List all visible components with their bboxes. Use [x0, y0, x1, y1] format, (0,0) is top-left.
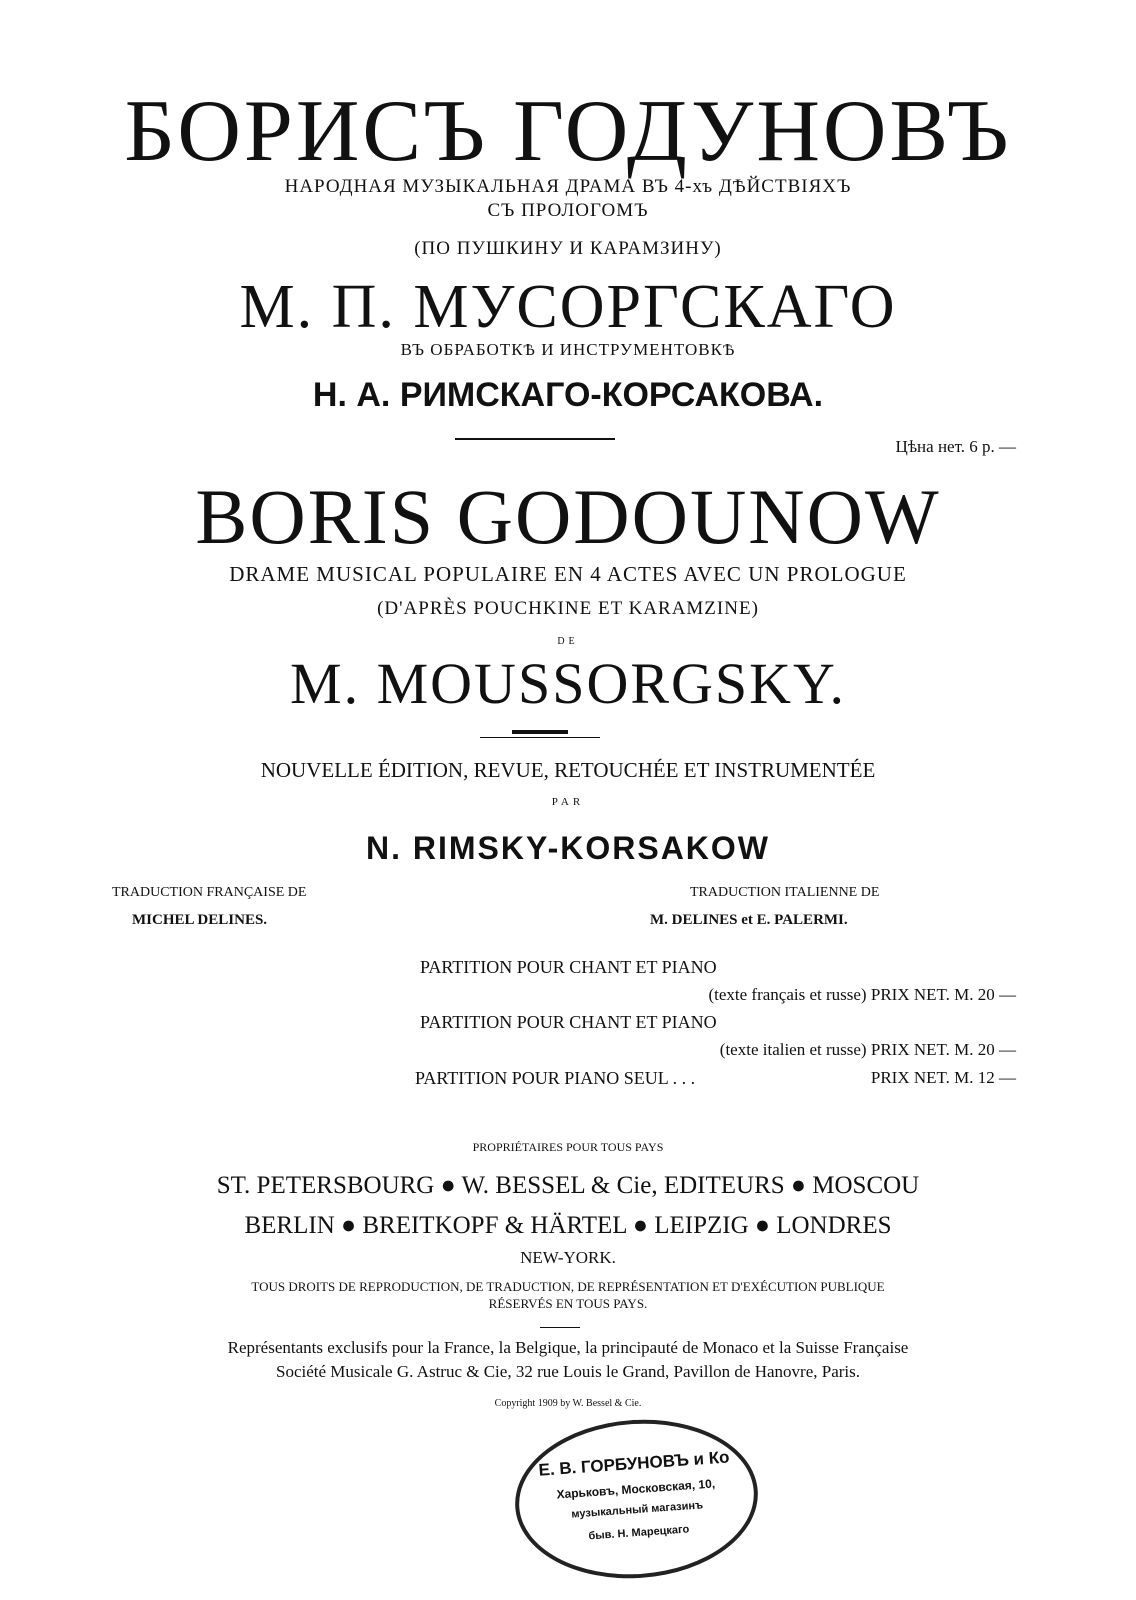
edition-note: NOUVELLE ÉDITION, REVUE, RETOUCHÉE ET INSTRUMENTÉE [260, 758, 876, 782]
french-translation-label: TRADUCTION FRANÇAISE DE [112, 885, 307, 900]
divider-thin [480, 737, 600, 738]
ornament-divider [455, 438, 615, 440]
edition-2-price: PRIX NET. M. 20 — [870, 1040, 1016, 1059]
edition-1-price: PRIX NET. M. 20 — [870, 985, 1016, 1004]
edition-1-price-line [708, 985, 1016, 1005]
stamp-line-3: музыкальный магазинъ [571, 1499, 704, 1521]
edition-2-title: PARTITION POUR CHANT ET PIANO [420, 1012, 717, 1032]
representatives-line-2: Société Musicale G. Astruc & Cie, 32 rue Louis le Grand, Pavillon de Hanovre, Paris. [275, 1362, 861, 1381]
russian-subtitle: НАРОДНАЯ МУЗЫКАЛЬНАЯ ДРАМА ВЪ 4-хъ ДѢЙСТВІЯХЪ [284, 176, 852, 197]
divider-small [540, 1327, 580, 1328]
stamp-line-4: быв. Н. Марецкаго [588, 1523, 690, 1543]
divider [512, 730, 568, 734]
french-title: BORIS GODOUNOW [195, 473, 941, 560]
publishers-line-1: ST. PETERSBOURG ● W. BESSEL & Cie, EDITEURS ● MOSCOU [216, 1172, 920, 1199]
edition-3-price: PRIX NET. M. 12 — [870, 1068, 1016, 1087]
italian-translators: M. DELINES et E. PALERMI. [650, 912, 848, 928]
french-arranger: N. RIMSKY-KORSAKOW [366, 830, 770, 866]
stamp-line-2: Харьковъ, Московская, 10, [556, 1476, 716, 1502]
french-composer: M. MOUSSORGSKY. [290, 651, 846, 716]
par-label: PAR [551, 796, 585, 808]
edition-1-title: PARTITION POUR CHANT ET PIANO [420, 957, 717, 977]
rights-line-1: TOUS DROITS DE REPRODUCTION, DE TRADUCTION, DE REPRÉSENTATION ET D'EXÉCUTION PUBLIQUE [251, 1279, 885, 1294]
russian-composer: М. П. МУСОРГСКАГО [239, 273, 897, 341]
de-label: DE [557, 636, 579, 647]
edition-3-title: PARTITION POUR PIANO SEUL . . . [415, 1068, 696, 1088]
french-source: (D'APRÈS POUCHKINE ET KARAMZINE) [377, 598, 759, 619]
russian-title: БОРИСЪ ГОДУНОВЪ [124, 83, 1012, 180]
russian-subtitle-2: СЪ ПРОЛОГОМЪ [487, 200, 649, 221]
rights-line-2: RÉSERVÉS EN TOUS PAYS. [488, 1296, 648, 1311]
french-subtitle: DRAME MUSICAL POPULAIRE EN 4 ACTES AVEC UN PROLOGUE [229, 562, 907, 586]
publishers-label: PROPRIÉTAIRES POUR TOUS PAYS [472, 1140, 664, 1154]
publishers-line-3: NEW-YORK. [520, 1248, 616, 1267]
copyright-notice: Copyright 1909 by W. Bessel & Cie. [494, 1398, 642, 1409]
french-translator: MICHEL DELINES. [132, 912, 268, 928]
russian-arranger: Н. А. РИМСКАГО-КОРСАКОВА. [312, 376, 824, 414]
edition-2-price-line [720, 1040, 1016, 1060]
russian-price: Цѣна нет. 6 р. — [895, 437, 1016, 456]
edition-2-note: (texte italien et russe) [719, 1040, 867, 1059]
publishers-line-2: BERLIN ● BREITKOPF & HÄRTEL ● LEIPZIG ● LONDRES [244, 1212, 892, 1239]
russian-arrangement: ВЪ ОБРАБОТКѢ И ИНСТРУМЕНТОВКѢ [400, 340, 736, 359]
stamp-line-1: Е. В. ГОРБУНОВЪ и Ко [537, 1447, 731, 1480]
representatives-line-1: Représentants exclusifs pour la France, la Belgique, la principauté de Monaco et la Suisse Française [227, 1338, 909, 1357]
italian-translation-label: TRADUCTION ITALIENNE DE [690, 885, 880, 900]
russian-source: (ПО ПУШКИНУ И КАРАМЗИНУ) [414, 238, 722, 259]
edition-1-note: (texte français et russe) [708, 985, 867, 1004]
shop-stamp [510, 1412, 763, 1587]
